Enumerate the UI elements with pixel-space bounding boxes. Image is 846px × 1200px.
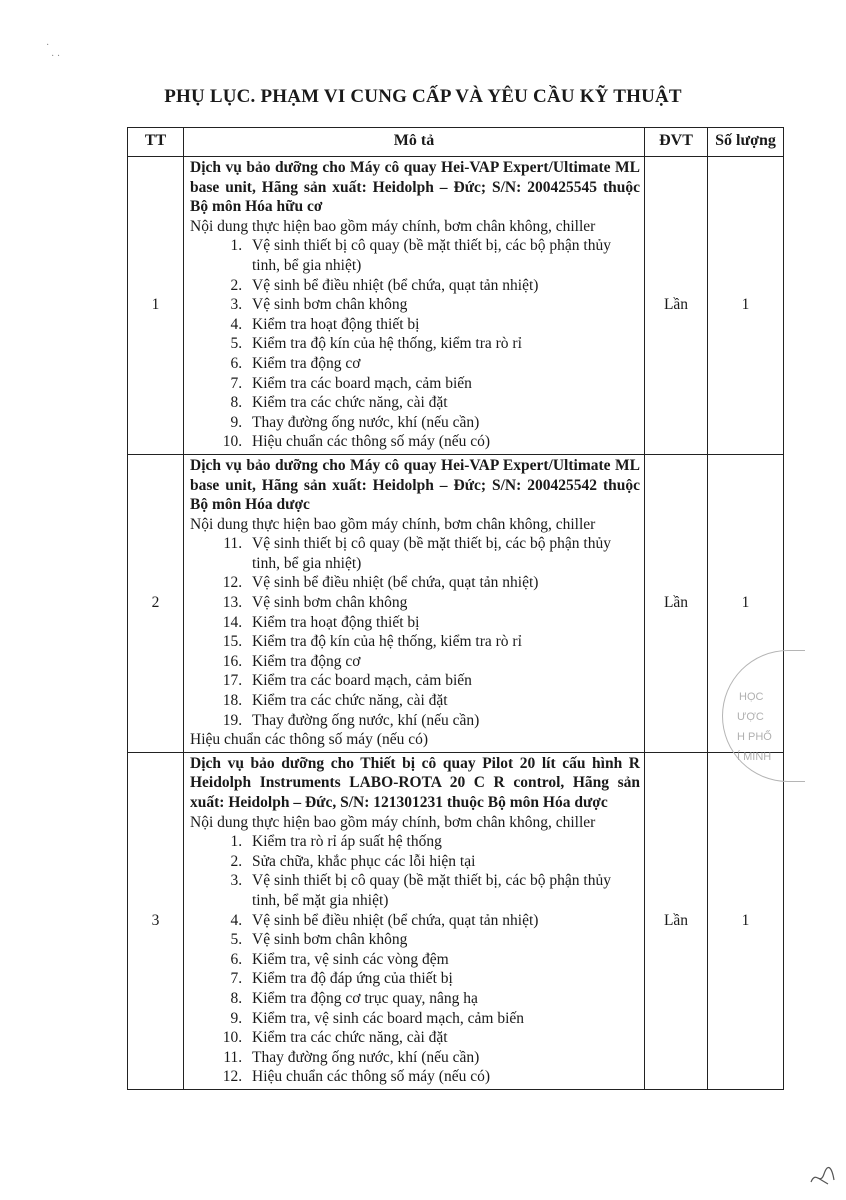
header-description: Mô tả: [184, 128, 645, 157]
task-item: 14. Kiểm tra hoạt động thiết bị: [246, 613, 640, 633]
task-item: 8. Kiểm tra các chức năng, cài đặt: [246, 393, 640, 413]
task-item: 1. Kiểm tra rò rỉ áp suất hệ thống: [246, 832, 640, 852]
spec-table: [127, 127, 784, 1090]
table-header-row: [128, 128, 784, 157]
row-unit: Lần: [645, 157, 708, 455]
row-quantity: 1: [708, 752, 784, 1089]
service-heading: Dịch vụ bảo dưỡng cho Thiết bị cô quay Pilot 20 lít cấu hình R Heidolph Instruments LABO-ROTA 20 C R control, Hãng sản xuất: Heidolph – Đức, S/N: 121301231 thuộc Bộ môn Hóa dược: [190, 754, 640, 811]
row-quantity: 1: [708, 157, 784, 455]
task-item: 4. Vệ sinh bể điều nhiệt (bể chứa, quạt tản nhiệt): [246, 911, 640, 931]
table-row: [128, 157, 784, 455]
stamp-text: HỌC: [739, 691, 764, 703]
task-list: [190, 832, 640, 1087]
row-unit: Lần: [645, 752, 708, 1089]
header-tt: TT: [128, 128, 184, 157]
row-description: [184, 752, 645, 1089]
row-number: 1: [128, 157, 184, 455]
task-item: 8. Kiểm tra động cơ trục quay, nâng hạ: [246, 989, 640, 1009]
task-item: 15. Kiểm tra độ kín của hệ thống, kiểm tra rò rỉ: [246, 632, 640, 652]
header-unit: ĐVT: [645, 128, 708, 157]
table-row: [128, 752, 784, 1089]
scope-intro: Nội dung thực hiện bao gồm máy chính, bơm chân không, chiller: [190, 813, 596, 831]
task-list: [190, 534, 640, 730]
row-description: [184, 157, 645, 455]
row-unit: Lần: [645, 454, 708, 752]
scope-intro: Nội dung thực hiện bao gồm máy chính, bơm chân không, chiller: [190, 515, 596, 533]
task-item: 3. Vệ sinh thiết bị cô quay (bề mặt thiết bị, các bộ phận thủy tinh, bể mặt gia nhiệt): [246, 871, 640, 910]
page-title: PHỤ LỤC. PHẠM VI CUNG CẤP VÀ YÊU CẦU KỸ THUẬT: [164, 86, 682, 107]
task-item: 11. Vệ sinh thiết bị cô quay (bề mặt thiết bị, các bộ phận thủy tinh, bể gia nhiệt): [246, 534, 640, 573]
table-row: [128, 454, 784, 752]
stamp-text: ƯỢC: [737, 711, 764, 723]
task-item: 13. Vệ sinh bơm chân không: [246, 593, 640, 613]
task-item: 18. Kiểm tra các chức năng, cài đặt: [246, 691, 640, 711]
stamp-text: H PHỐ: [737, 731, 772, 743]
service-heading: Dịch vụ bảo dưỡng cho Máy cô quay Hei-VAP Expert/Ultimate ML base unit, Hãng sản xuất: Heidolph – Đức; S/N: 200425542 thuộc Bộ môn Hóa dược: [190, 456, 640, 514]
task-item: 2. Vệ sinh bể điều nhiệt (bể chứa, quạt tản nhiệt): [246, 276, 640, 296]
task-item: 4. Kiểm tra hoạt động thiết bị: [246, 315, 640, 335]
task-item: 12. Vệ sinh bể điều nhiệt (bể chứa, quạt tản nhiệt): [246, 573, 640, 593]
task-item: 3. Vệ sinh bơm chân không: [246, 295, 640, 315]
task-item: 16. Kiểm tra động cơ: [246, 652, 640, 672]
row-number: 2: [128, 454, 184, 752]
task-item: 6. Kiểm tra động cơ: [246, 354, 640, 374]
task-item: 5. Kiểm tra độ kín của hệ thống, kiểm tra rò rỉ: [246, 334, 640, 354]
task-item: 1. Vệ sinh thiết bị cô quay (bề mặt thiết bị, các bộ phận thủy tinh, bể gia nhiệt): [246, 236, 640, 275]
stamp-text: Í MINH: [737, 751, 772, 763]
task-item: 5. Vệ sinh bơm chân không: [246, 930, 640, 950]
task-item: 19. Thay đường ống nước, khí (nếu cần): [246, 711, 640, 731]
task-note: Hiệu chuẩn các thông số máy (nếu có): [190, 731, 429, 749]
task-list: [190, 236, 640, 452]
row-description: [184, 454, 645, 752]
task-item: 10. Hiệu chuẩn các thông số máy (nếu có): [246, 432, 640, 452]
task-item: 10. Kiểm tra các chức năng, cài đặt: [246, 1028, 640, 1048]
task-item: 17. Kiểm tra các board mạch, cảm biến: [246, 671, 640, 691]
task-item: 2. Sửa chữa, khắc phục các lỗi hiện tại: [246, 852, 640, 872]
task-item: 11. Thay đường ống nước, khí (nếu cần): [246, 1048, 640, 1068]
task-item: 9. Thay đường ống nước, khí (nếu cần): [246, 413, 640, 433]
signature-initials: [808, 1160, 838, 1190]
header-quantity: Số lượng: [708, 128, 784, 157]
scope-intro: Nội dung thực hiện bao gồm máy chính, bơm chân không, chiller: [190, 217, 596, 235]
row-number: 3: [128, 752, 184, 1089]
task-item: 12. Hiệu chuẩn các thông số máy (nếu có): [246, 1067, 640, 1087]
task-item: 7. Kiểm tra các board mạch, cảm biến: [246, 374, 640, 394]
row-quantity: 1: [708, 454, 784, 752]
service-heading: Dịch vụ bảo dưỡng cho Máy cô quay Hei-VAP Expert/Ultimate ML base unit, Hãng sản xuất: Heidolph – Đức; S/N: 200425545 thuộc Bộ môn Hóa hữu cơ: [190, 159, 640, 216]
task-item: 6. Kiểm tra, vệ sinh các vòng đệm: [246, 950, 640, 970]
task-item: 7. Kiểm tra độ đáp ứng của thiết bị: [246, 969, 640, 989]
scan-specks: · · ·: [46, 40, 61, 62]
task-item: 9. Kiểm tra, vệ sinh các board mạch, cảm biến: [246, 1009, 640, 1029]
